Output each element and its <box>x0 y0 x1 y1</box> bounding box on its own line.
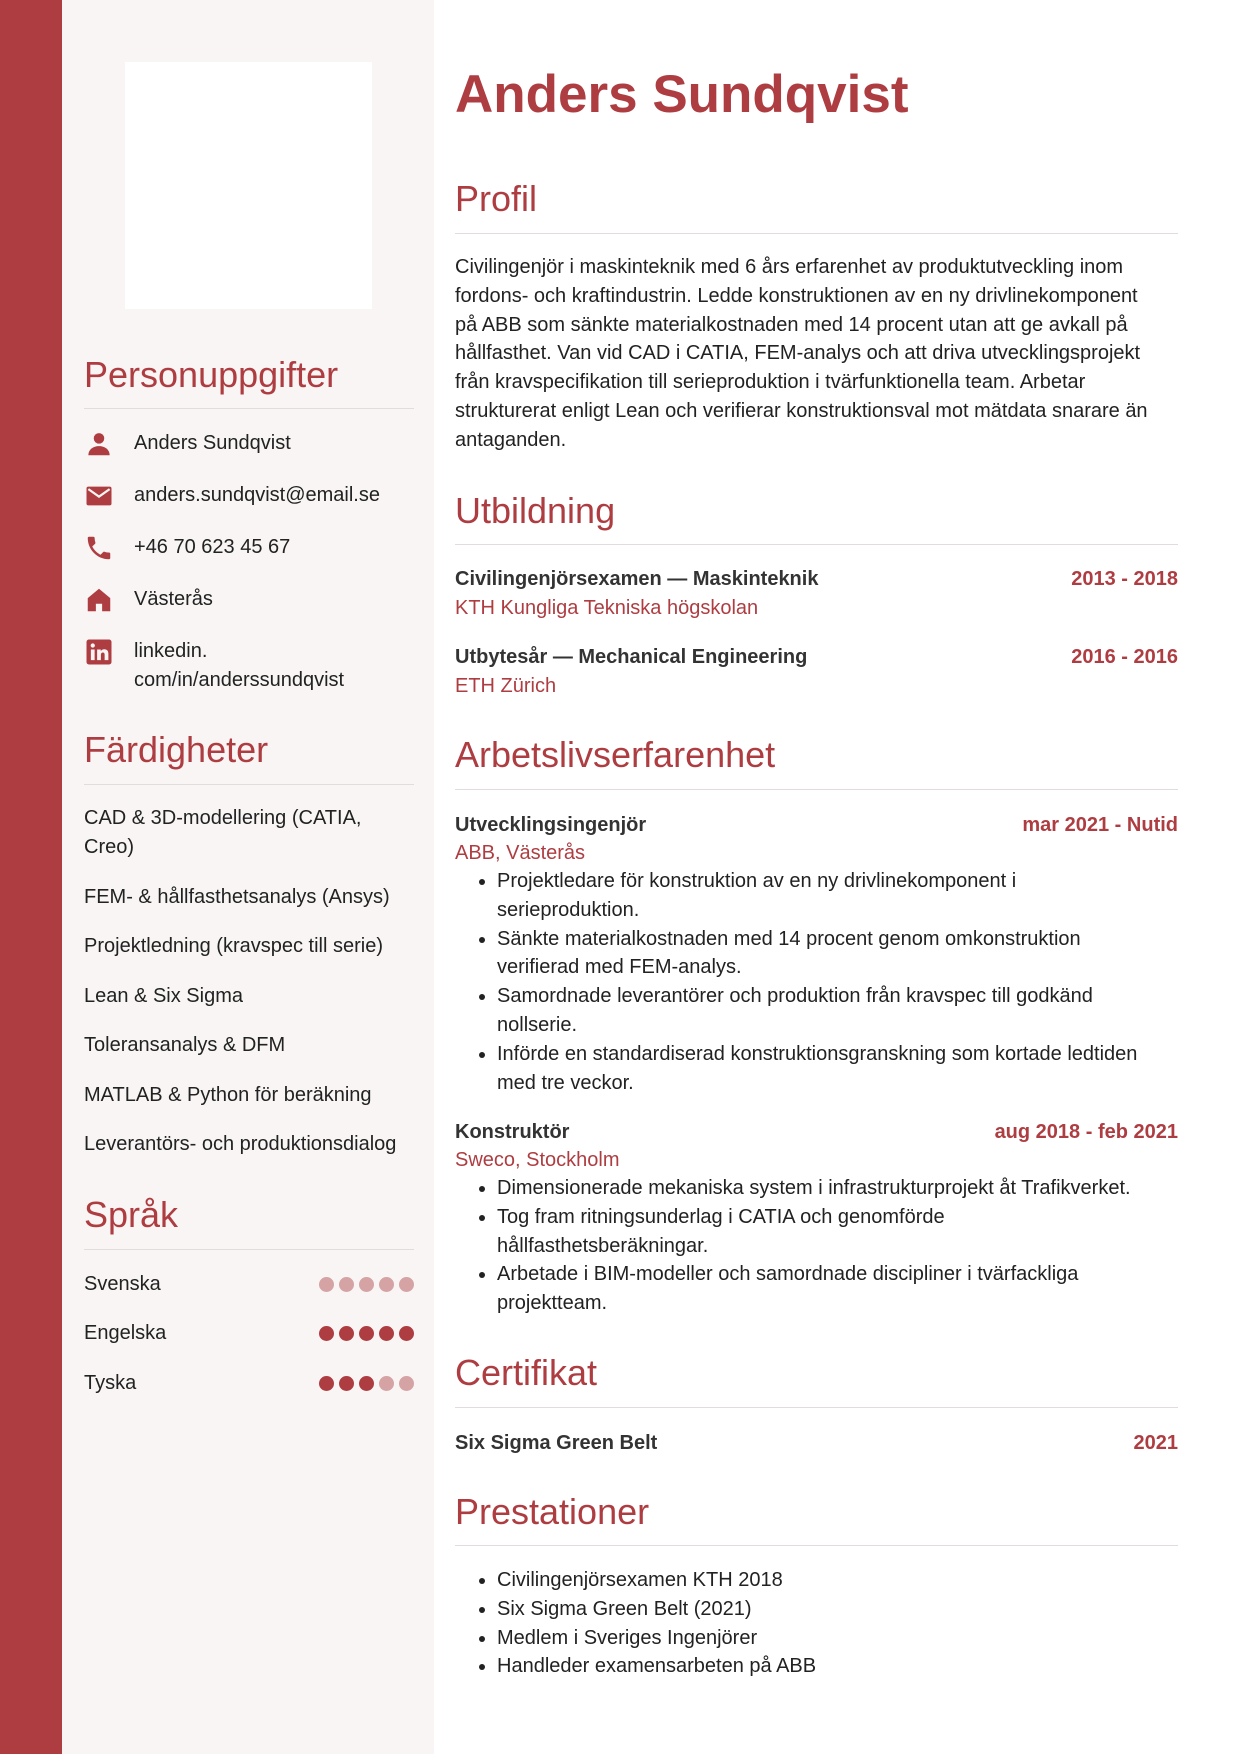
bullet-line: hållfasthetsberäkningar. <box>497 1234 709 1257</box>
certificate-title: Six Sigma Green Belt <box>455 1432 658 1454</box>
achievements-heading: Prestationer <box>455 1491 650 1532</box>
list-item: • Civilingenjörsexamen KTH 2018 <box>497 1566 1178 1595</box>
education-heading: Utbildning <box>455 490 616 531</box>
profile-photo <box>125 62 372 309</box>
language-level <box>319 1376 414 1391</box>
skill-item: Toleransanalys & DFM <box>84 1034 286 1056</box>
language-row <box>84 1269 414 1299</box>
profile-line: från kravspecifikation till serieproduktion i tvärfunktionella team. Arbetar <box>455 371 1086 394</box>
language-row <box>84 1318 414 1348</box>
contact-email-text[interactable]: anders.sundqvist@email.se <box>134 484 380 506</box>
list-item <box>497 925 1178 983</box>
language-level <box>319 1277 414 1292</box>
education-school: ETH Zürich <box>455 675 557 697</box>
list-item <box>497 982 1178 1040</box>
level-dot <box>359 1326 374 1341</box>
level-dot <box>339 1376 354 1391</box>
profile-line: hållfasthet. Van vid CAD i CATIA, FEM-analys och att driva utvecklingsprojekt <box>455 342 1141 365</box>
job-title: Utvecklingsingenjör <box>455 814 647 836</box>
job-dates: mar 2021 - Nutid <box>1022 814 1178 836</box>
linkedin-line-2: com/in/anderssundqvist <box>134 669 345 691</box>
profile-line: antaganden. <box>455 428 567 451</box>
job-company: ABB, Västerås <box>455 842 586 864</box>
contact-phone-text[interactable]: +46 70 623 45 67 <box>134 536 291 558</box>
level-dot <box>399 1277 414 1292</box>
certificate-year: 2021 <box>1133 1432 1178 1454</box>
education-dates: 2013 - 2018 <box>1071 568 1178 590</box>
contact-name <box>84 429 414 459</box>
bullet-line: serieproduktion. <box>497 898 640 921</box>
divider <box>455 1545 1178 1546</box>
divider <box>455 544 1178 545</box>
divider <box>84 408 414 409</box>
linkedin-line-1: linkedin. <box>134 640 208 662</box>
profile-text <box>455 253 1180 455</box>
profile-line: Civilingenjör i maskinteknik med 6 års erfarenhet av produktutveckling inom <box>455 256 1124 278</box>
level-dot <box>399 1376 414 1391</box>
bullet-line: Samordnade leverantörer och produktion från kravspec till godkänd <box>497 985 1093 1008</box>
language-level <box>319 1326 414 1341</box>
contact-location <box>84 585 414 615</box>
person-icon <box>84 429 114 459</box>
education-dates: 2016 - 2016 <box>1071 646 1178 668</box>
education-title: Utbytesår — Mechanical Engineering <box>455 646 808 668</box>
profile-heading: Profil <box>455 178 538 219</box>
list-item <box>497 1260 1178 1318</box>
divider <box>84 784 414 785</box>
job-company: Sweco, Stockholm <box>455 1149 620 1171</box>
home-icon <box>84 585 114 615</box>
profile-line: på ABB som sänkte materialkostnaden med 14 procent utan att ge avkall på <box>455 313 1128 336</box>
bullet-line: nollserie. <box>497 1013 578 1036</box>
education-school: KTH Kungliga Tekniska högskolan <box>455 597 759 619</box>
page-title: Anders Sundqvist <box>455 65 909 124</box>
level-dot <box>379 1277 394 1292</box>
list-item <box>497 867 1178 925</box>
skill-item: Leverantörs- och produktionsdialog <box>84 1133 397 1155</box>
level-dot <box>319 1376 334 1391</box>
languages-heading: Språk <box>84 1194 179 1235</box>
level-dot <box>379 1326 394 1341</box>
level-dot <box>359 1277 374 1292</box>
contact-phone[interactable] <box>84 533 414 563</box>
divider <box>84 1249 414 1250</box>
education-title: Civilingenjörsexamen — Maskinteknik <box>455 568 819 590</box>
level-dot <box>399 1326 414 1341</box>
level-dot <box>379 1376 394 1391</box>
skill-item <box>84 804 414 862</box>
job-title: Konstruktör <box>455 1121 570 1143</box>
divider <box>455 1407 1178 1408</box>
achievements-list <box>455 1566 1178 1681</box>
job-bullets <box>455 1174 1178 1318</box>
divider <box>455 789 1178 790</box>
list-item <box>497 1174 1178 1203</box>
contact-linkedin[interactable] <box>84 637 414 695</box>
bullet-line: Införde en standardiserad konstruktionsgranskning som kortade ledtiden <box>497 1042 1138 1065</box>
list-item <box>497 1040 1178 1098</box>
bullet-line: Projektledare för konstruktion av en ny drivlinekomponent i <box>497 870 1017 892</box>
skill-item: Lean & Six Sigma <box>84 985 243 1007</box>
experience-heading: Arbetslivserfarenhet <box>455 734 776 775</box>
list-item: • Handleder examensarbeten på ABB <box>497 1652 1178 1681</box>
bullet-line: verifierad med FEM-analys. <box>497 956 742 979</box>
level-dot <box>359 1376 374 1391</box>
personal-heading: Personuppgifter <box>84 354 339 395</box>
skill-line: CAD & 3D-modellering (CATIA, <box>84 807 362 829</box>
email-icon <box>84 481 114 511</box>
level-dot <box>339 1326 354 1341</box>
list-item: • Medlem i Sveriges Ingenjörer <box>497 1624 1178 1653</box>
bullet-line: Tog fram ritningsunderlag i CATIA och genomförde <box>497 1205 945 1228</box>
bullet-line: Arbetade i BIM-modeller och samordnade discipliner i tvärfackliga <box>497 1263 1079 1286</box>
phone-icon <box>84 533 114 563</box>
contact-email[interactable] <box>84 481 414 511</box>
level-dot <box>319 1277 334 1292</box>
skill-line: Creo) <box>84 836 135 858</box>
profile-line: fordons- och kraftindustrin. Ledde konstruktionen av en ny drivlinekomponent <box>455 284 1138 307</box>
language-row <box>84 1368 414 1398</box>
divider <box>455 233 1178 234</box>
linkedin-icon <box>84 637 114 667</box>
job-bullets <box>455 867 1178 1097</box>
contact-name-text: Anders Sundqvist <box>134 432 291 454</box>
language-name: Svenska <box>84 1272 161 1295</box>
bullet-line: projektteam. <box>497 1292 608 1315</box>
bullet-line: Sänkte materialkostnaden med 14 procent genom omkonstruktion <box>497 927 1081 950</box>
profile-line: strukturerat enligt Lean och verifierar konstruktionsval mot mätdata snarare än <box>455 399 1148 422</box>
contact-location-text: Västerås <box>134 588 213 610</box>
bullet-line: Dimensionerade mekaniska system i infrastrukturprojekt åt Trafikverket. <box>497 1177 1131 1199</box>
contact-linkedin-text[interactable] <box>134 637 344 695</box>
bullet-line: med tre veckor. <box>497 1071 634 1094</box>
accent-bar <box>0 0 62 1754</box>
skill-item: FEM- & hållfasthetsanalys (Ansys) <box>84 886 390 908</box>
list-item: • Six Sigma Green Belt (2021) <box>497 1595 1178 1624</box>
language-name: Tyska <box>84 1371 137 1394</box>
level-dot <box>319 1326 334 1341</box>
language-name: Engelska <box>84 1321 167 1344</box>
job-dates: aug 2018 - feb 2021 <box>994 1121 1178 1143</box>
skills-heading: Färdigheter <box>84 729 269 770</box>
skill-item: Projektledning (kravspec till serie) <box>84 935 384 957</box>
certificates-heading: Certifikat <box>455 1352 598 1393</box>
level-dot <box>339 1277 354 1292</box>
list-item <box>497 1203 1178 1261</box>
skill-item: MATLAB & Python för beräkning <box>84 1084 372 1106</box>
